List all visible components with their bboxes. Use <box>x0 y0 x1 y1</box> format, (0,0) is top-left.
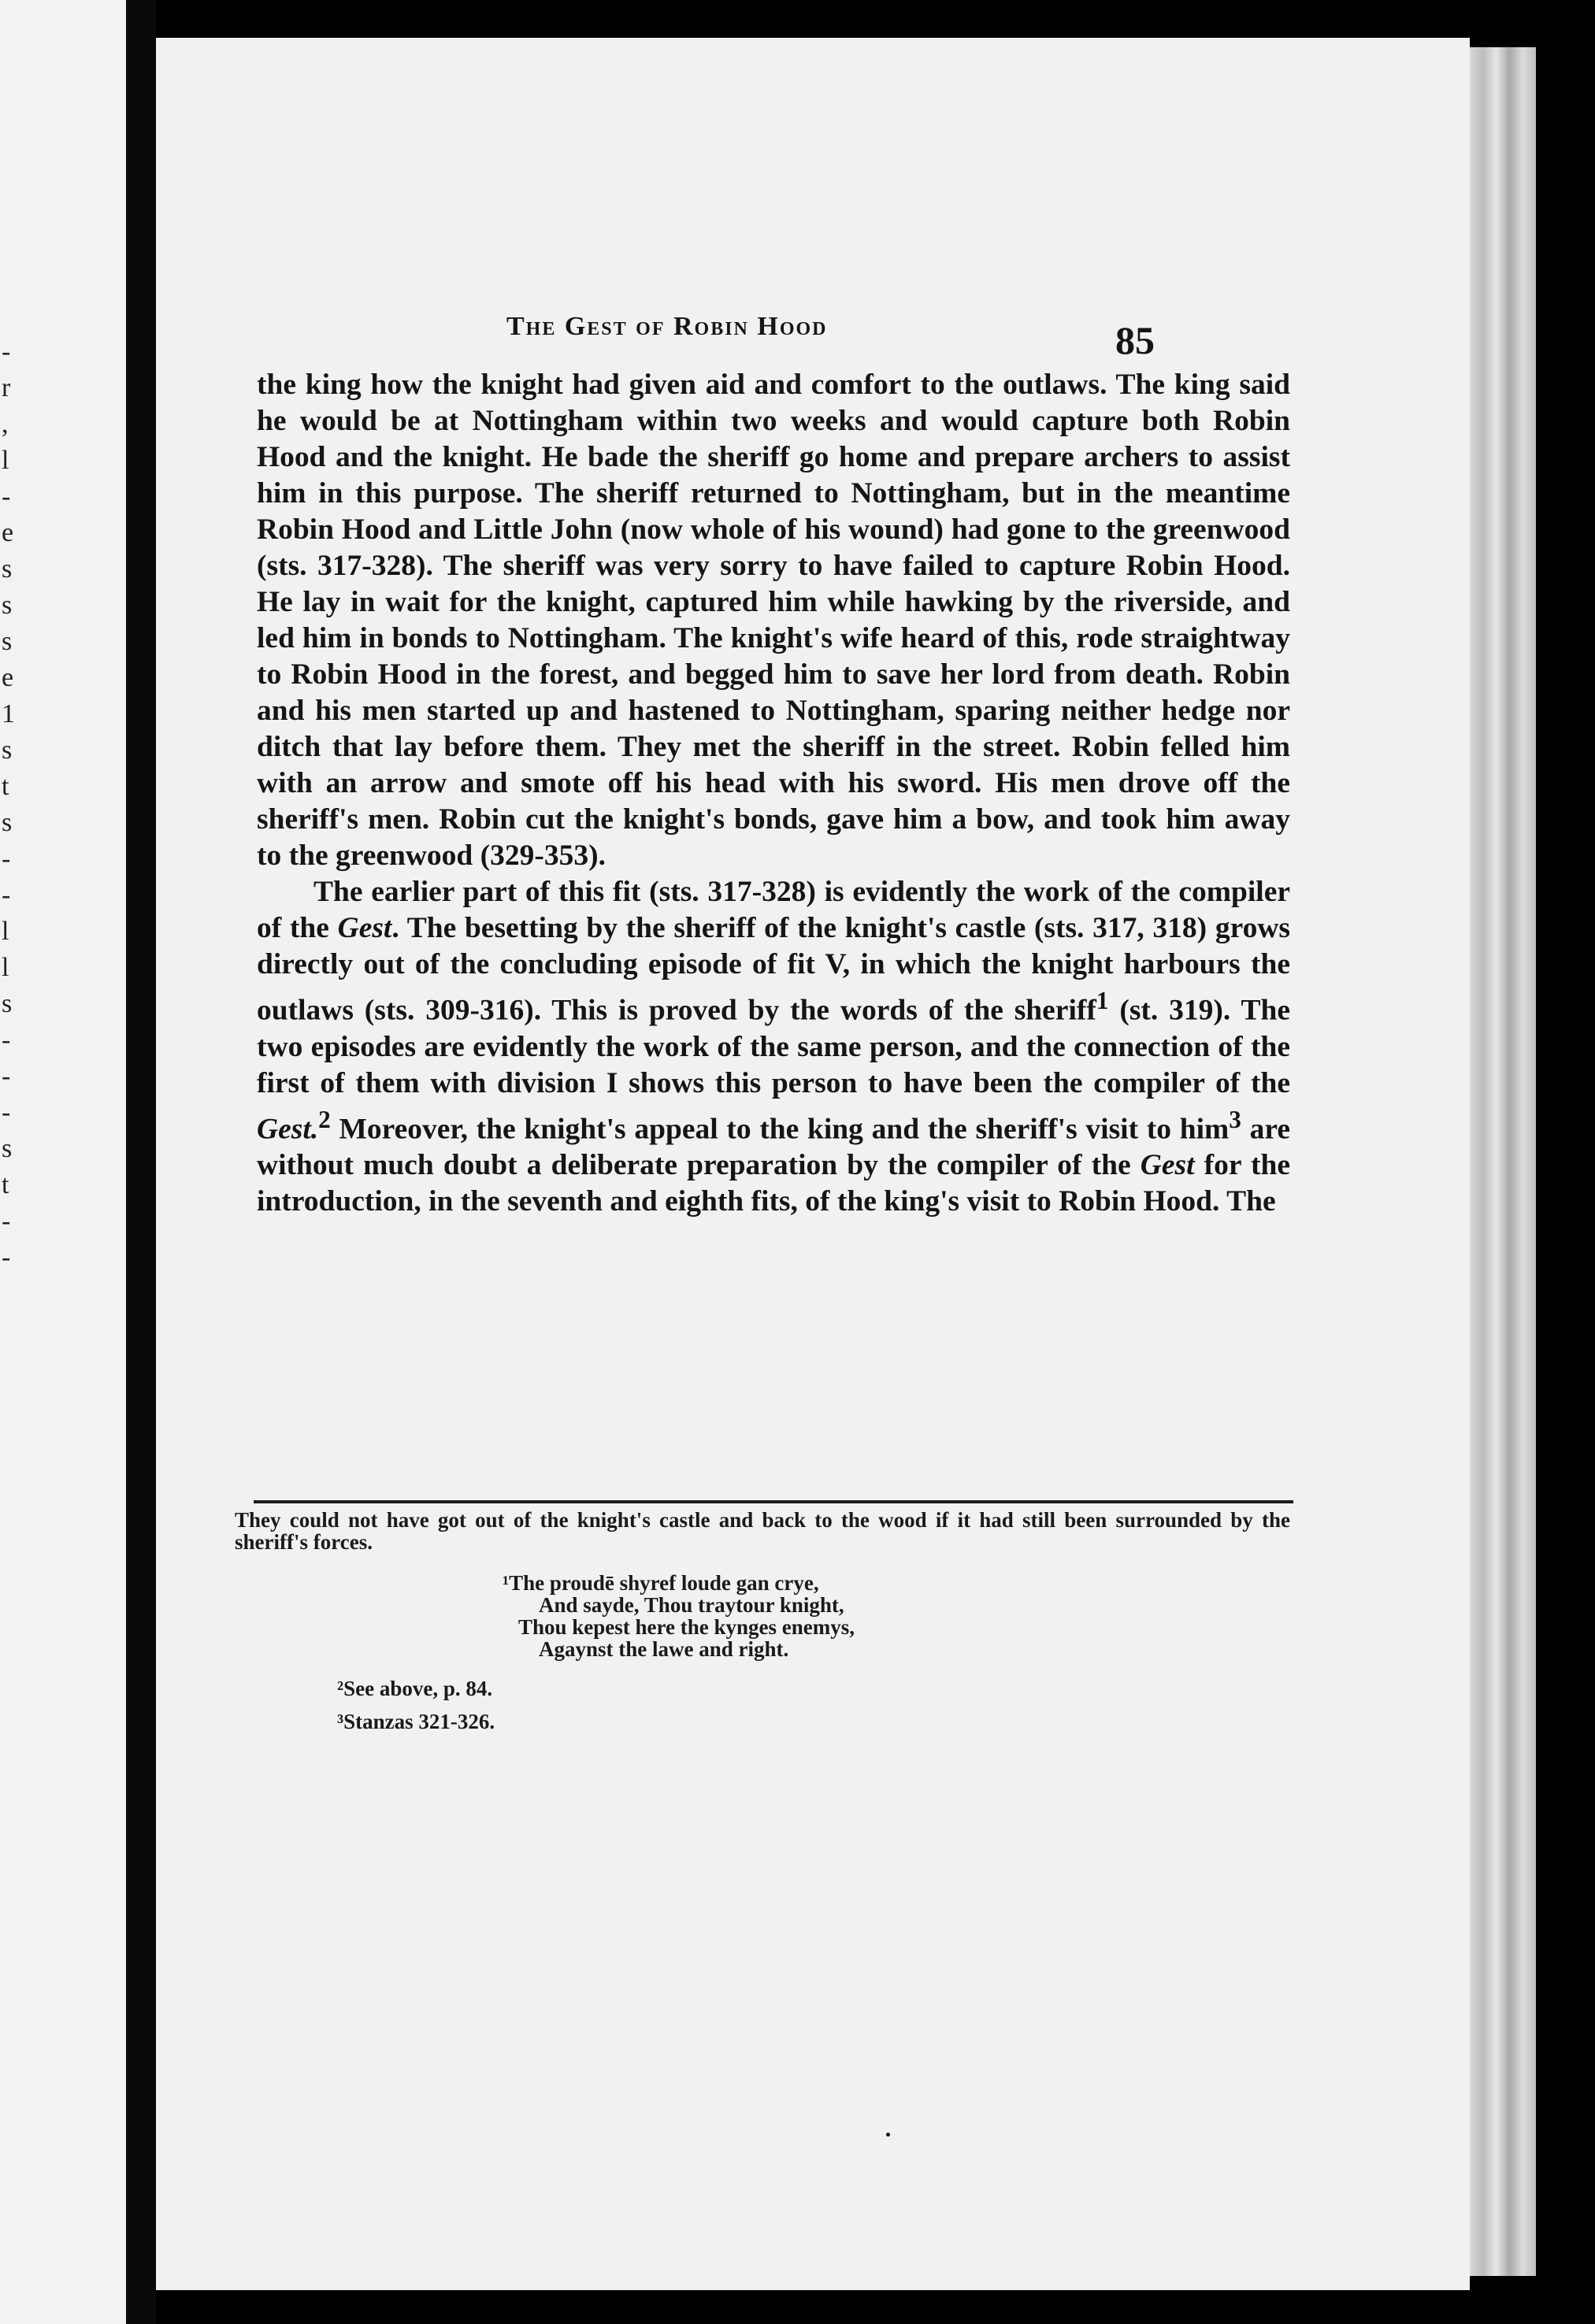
verse-line: And sayde, Thou traytour knight, <box>539 1593 844 1617</box>
main-text <box>257 367 1290 1220</box>
adjacent-page-fragment: s <box>2 989 13 1018</box>
adjacent-page-fragment: - <box>2 880 11 910</box>
footnote-continuation: They could not have got out of the knight's castle and back to the wood if it had still been surrounded by the sheriff's forces. <box>235 1508 1290 1554</box>
p2-emphasis-gest-2: Gest. <box>257 1113 319 1145</box>
p2-emphasis-gest-3: Gest <box>1140 1149 1195 1181</box>
adjacent-page-fragment: e <box>2 518 14 547</box>
footnote-3: ³Stanzas 321-326. <box>337 1710 495 1733</box>
adjacent-page-fragment: e <box>2 663 14 692</box>
verse-line: Thou kepest here the kynges enemys, <box>518 1615 855 1639</box>
p2-text-d: Moreover, the knight's appeal to the king and the sheriff's visit to him <box>330 1113 1230 1145</box>
adjacent-page-fragment: , <box>2 410 9 439</box>
adjacent-page-fragment: s <box>2 808 13 837</box>
p2-text-a: The earlier part of this fit (sts. 317-328) is evidently the work of the compiler of the <box>257 876 1290 944</box>
adjacent-page-fragment: l <box>2 446 9 475</box>
adjacent-page-fragment: l <box>2 917 9 946</box>
scan-speck <box>886 2133 890 2137</box>
p2-text-c: (st. 319). The two episodes are evidently the work of the same person, and the connection of the first of them with division I shows this person to have been the compiler of the <box>257 994 1290 1099</box>
adjacent-page-fragment: - <box>2 1206 11 1236</box>
page-number: 85 <box>1115 318 1155 362</box>
book-gutter <box>126 0 156 2324</box>
adjacent-page-fragment: - <box>2 337 11 366</box>
footnote-2: ²See above, p. 84. <box>337 1677 493 1700</box>
adjacent-page-fragment: s <box>2 736 13 765</box>
adjacent-page-fragment: 1 <box>2 699 15 728</box>
adjacent-page-edge <box>0 0 126 2324</box>
adjacent-page-fragment: s <box>2 627 13 656</box>
footnotes <box>235 1509 1290 1733</box>
footnote-ref-3: 3 <box>1229 1105 1241 1133</box>
footnote-ref-2: 2 <box>318 1105 331 1133</box>
p2-text-e: are without much doubt a deliberate preparation by the compiler of the <box>257 1113 1290 1181</box>
p2-text-f: for the introduction, in the seventh and eighth fits, of the king's visit to Robin Hood. The <box>257 1149 1290 1218</box>
verse-line: Agaynst the lawe and right. <box>539 1637 789 1661</box>
paragraph-1: the king how the knight had given aid and comfort to the outlaws. The king said he would be at Nottingham within two weeks and would capture both Robin Hood and the knight. He bade the sheriff go home and prepare archers to assist him in this purpose. The sheriff returned to Nottingham, but in the meantime Robin Hood and Little John (now whole of his wound) had gone to the greenwood (sts. 317-328). The sheriff was very sorry to have failed to capture Robin Hood. He lay in wait for the knight, captured him while hawking by the riverside, and led him in bonds to Nottingham. The knight's wife heard of this, rode straightway to Robin Hood in the forest, and begged him to save her lord from death. Robin and his men started up and hastened to Nottingham, sparing neither hedge nor ditch that lay before them. They met the sheriff in the street. Robin felled him with an arrow and smote off his head with his sword. His men drove off the sheriff's men. Robin cut the knight's bonds, gave him a bow, and took him away to the greenwood (329-353). <box>257 369 1290 872</box>
adjacent-page-fragment: t <box>2 1170 9 1199</box>
p2-text-b: . The besetting by the sheriff of the knight's castle (sts. 317, 318) grows directly out of the concluding episode of fit V, in which the knight harbours the outlaws (sts. 309-316). This is proved by the words of the sheriff <box>257 912 1290 1027</box>
page-edge-stack <box>1470 47 1536 2276</box>
running-head: The Gest of Robin Hood <box>506 312 828 341</box>
verse-line: ¹The proudē shyref loude gan crye, <box>503 1571 819 1595</box>
adjacent-page-fragment: t <box>2 772 9 801</box>
footnote-ref-1: 1 <box>1096 987 1109 1014</box>
p2-emphasis-gest-1: Gest <box>337 912 392 944</box>
book-page <box>156 38 1470 2290</box>
adjacent-page-fragment: s <box>2 554 13 584</box>
adjacent-page-fragment: - <box>2 482 11 511</box>
adjacent-page-fragment: r <box>2 373 11 402</box>
adjacent-page-fragment: - <box>2 1098 11 1127</box>
adjacent-page-fragment: l <box>2 953 9 982</box>
adjacent-page-fragment: - <box>2 1243 11 1272</box>
adjacent-page-fragment: - <box>2 1062 11 1091</box>
adjacent-page-fragment: - <box>2 844 11 873</box>
adjacent-page-fragment: s <box>2 1134 13 1163</box>
adjacent-page-fragment: s <box>2 591 13 620</box>
adjacent-page-fragment: - <box>2 1025 11 1055</box>
footnote-1-verse <box>503 1572 1290 1660</box>
paragraph-2 <box>257 874 1290 1220</box>
footnote-rule <box>254 1500 1293 1503</box>
